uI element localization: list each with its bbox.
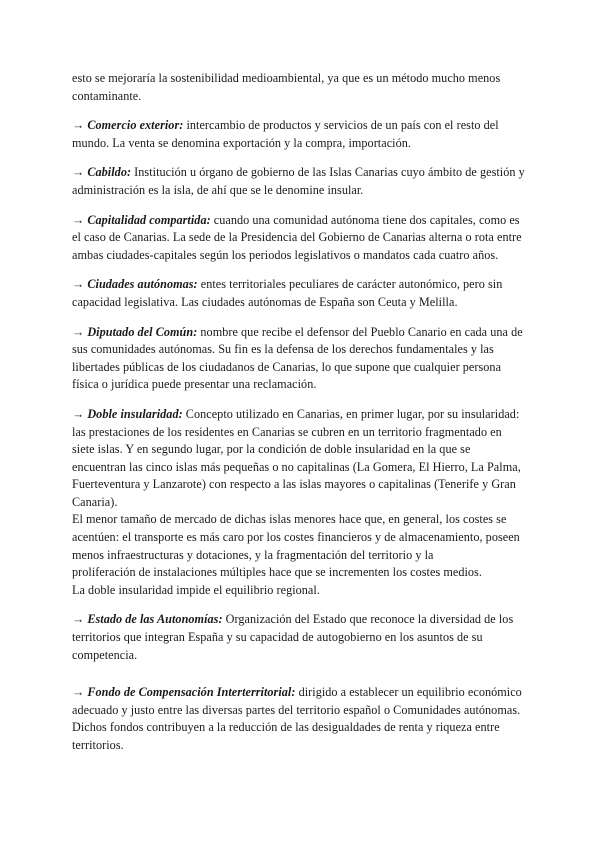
entry-definition: Institución u órgano de gobierno de las Islas Canarias cuyo ámbito de gestión y administración es la isla, de ahí que se le denomine insular. xyxy=(72,165,525,197)
paragraph-intro xyxy=(72,70,526,105)
entry-term: → Comercio exterior: xyxy=(72,118,184,133)
entry-extra-line: El menor tamaño de mercado de dichas islas menores hace que, en general, los costes se acentúen: el transporte es más caro por los costes financieros y de almacenamiento, poseen menos infraestructuras y dotaciones, y la fragmentación del territorio y la xyxy=(72,512,520,562)
entry-definition: nombre que recibe el defensor del Pueblo Canario en cada una de sus comunidades autónomas. Su fin es la defensa de los derechos fundamentales y las libertades públicas de los ciudadanos de Canarias, lo que supone que cualquier persona física o jurídica puede presentar una reclamación. xyxy=(72,324,523,392)
entry-definition: Concepto utilizado en Canarias, en primer lugar, por su insularidad: las prestaciones de los residentes en Canarias se cubren en un territorio fragmentado en siete islas. Y en segundo lugar, por la condición de doble insularidad en la que se encuentran las cinco islas más pequeñas o no capitalinas (La Gomera, El Hierro, La Palma, Fuerteventura y Lanzarote) con respecto a las islas mayores o capitalinas (Tenerife y Gran Canaria). xyxy=(72,406,521,509)
entry-cabildo xyxy=(72,164,526,199)
entry-diputado-del-comun xyxy=(72,324,526,394)
entry-term: → Estado de las Autonomías: xyxy=(72,612,223,627)
entry-estado-de-las-autonomias xyxy=(72,611,526,664)
entry-term: → Diputado del Común: xyxy=(72,324,198,339)
entry-definition: Organización del Estado que reconoce la diversidad de los territorios que integran España y su capacidad de autogobierno en los asuntos de su competencia. xyxy=(72,612,514,662)
entry-term: → Capitalidad compartida: xyxy=(72,212,211,227)
entry-ciudades-autonomas xyxy=(72,276,526,311)
entry-definition: entes territoriales peculiares de carácter autonómico, pero sin capacidad legislativa. Las ciudades autónomas de España son Ceuta y Melilla. xyxy=(72,277,503,309)
entry-extra-line: La doble insularidad impide el equilibrio regional. xyxy=(72,582,320,597)
entry-definition: intercambio de productos y servicios de un país con el resto del mundo. La venta se denomina exportación y la compra, importación. xyxy=(72,118,499,150)
entry-capitalidad-compartida xyxy=(72,212,526,265)
entry-term: → Ciudades autónomas: xyxy=(72,277,198,292)
entry-term: → Doble insularidad: xyxy=(72,406,183,421)
entry-term: → Cabildo: xyxy=(72,165,132,180)
paragraph-text: esto se mejoraría la sostenibilidad medioambiental, ya que es un método mucho menos contaminante. xyxy=(72,71,501,103)
entry-extra-line: proliferación de instalaciones múltiples hace que se incrementen los costes medios. xyxy=(72,565,482,580)
entry-term: → Fondo de Compensación Interterritorial: xyxy=(72,685,296,700)
entry-definition: cuando una comunidad autónoma tiene dos capitales, como es el caso de Canarias. La sede de la Presidencia del Gobierno de Canarias alterna o rota entre ambas ciudades-capitales según los periodos legislativos o mandatos cada cuatro años. xyxy=(72,212,522,262)
entry-fondo-de-compensacion xyxy=(72,684,526,754)
entry-comercio-exterior xyxy=(72,117,526,152)
entry-doble-insularidad xyxy=(72,406,526,600)
entry-definition: dirigido a establecer un equilibrio económico adecuado y justo entre las diversas partes del territorio español o Comunidades autónomas. Dichos fondos contribuyen a la reducción de las desigualdades de renta y riqueza entre territorios. xyxy=(72,685,522,752)
